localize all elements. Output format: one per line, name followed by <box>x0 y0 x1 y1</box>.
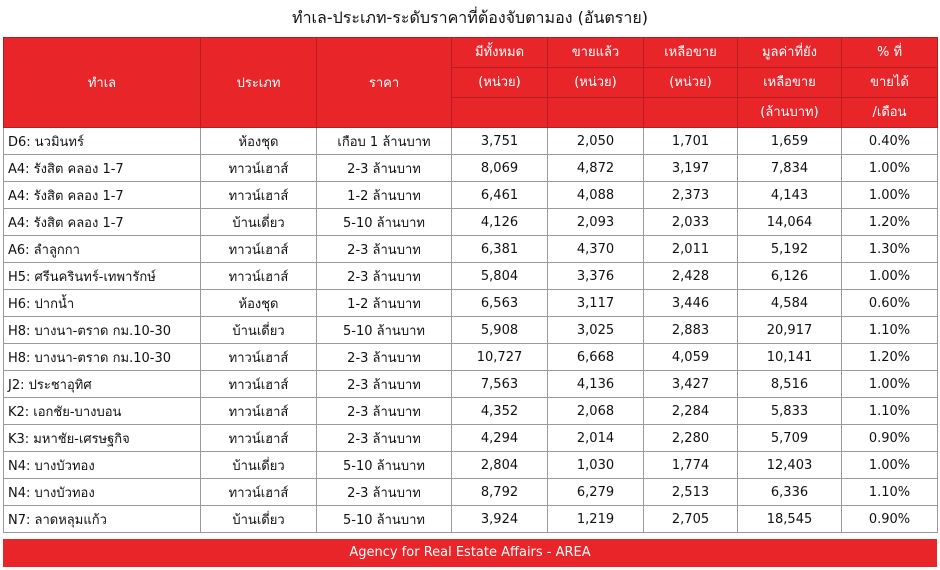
cell-remaining: 2,428 <box>644 263 738 290</box>
header-remaining-line: เหลือขาย <box>644 38 737 68</box>
cell-remaining: 2,705 <box>644 506 738 533</box>
header-area: ทำเล <box>4 38 201 128</box>
cell-total: 10,727 <box>452 344 548 371</box>
cell-price: เกือบ 1 ล้านบาท <box>317 128 452 155</box>
cell-sold: 4,370 <box>548 236 644 263</box>
header-value <box>738 38 842 128</box>
table-row <box>4 479 938 506</box>
cell-area: A4: รังสิต คลอง 1-7 <box>4 209 201 236</box>
cell-price: 2-3 ล้านบาท <box>317 398 452 425</box>
cell-remaining: 3,197 <box>644 155 738 182</box>
cell-area: A4: รังสิต คลอง 1-7 <box>4 182 201 209</box>
cell-remaining: 2,513 <box>644 479 738 506</box>
table-row <box>4 290 938 317</box>
header-rate-line1: % ที่ <box>842 38 937 68</box>
cell-type: บ้านเดี่ยว <box>201 209 317 236</box>
cell-value: 4,143 <box>738 182 842 209</box>
cell-price: 1-2 ล้านบาท <box>317 290 452 317</box>
header-remaining <box>644 38 738 128</box>
cell-rate: 1.10% <box>842 479 938 506</box>
table-row <box>4 209 938 236</box>
cell-value: 5,833 <box>738 398 842 425</box>
cell-rate: 1.20% <box>842 209 938 236</box>
cell-rate: 1.10% <box>842 317 938 344</box>
cell-sold: 2,068 <box>548 398 644 425</box>
cell-value: 12,403 <box>738 452 842 479</box>
header-value-unit: (ล้านบาท) <box>760 105 819 120</box>
cell-price: 2-3 ล้านบาท <box>317 425 452 452</box>
cell-value: 10,141 <box>738 344 842 371</box>
cell-type: ห้องชุด <box>201 290 317 317</box>
cell-value: 6,126 <box>738 263 842 290</box>
header-sold <box>548 38 644 128</box>
cell-sold: 3,025 <box>548 317 644 344</box>
cell-value: 4,584 <box>738 290 842 317</box>
footer-banner: Agency for Real Estate Affairs - AREA <box>3 539 937 567</box>
table-row <box>4 398 938 425</box>
cell-type: ทาวน์เฮาส์ <box>201 236 317 263</box>
table-row <box>4 182 938 209</box>
cell-price: 2-3 ล้านบาท <box>317 479 452 506</box>
header-rate-line2: ขายได้ <box>842 68 937 98</box>
table-row <box>4 425 938 452</box>
cell-rate: 1.00% <box>842 371 938 398</box>
cell-remaining: 2,373 <box>644 182 738 209</box>
cell-sold: 4,088 <box>548 182 644 209</box>
cell-total: 7,563 <box>452 371 548 398</box>
header-type: ประเภท <box>201 38 317 128</box>
table-row <box>4 452 938 479</box>
cell-type: บ้านเดี่ยว <box>201 506 317 533</box>
cell-area: D6: นวมินทร์ <box>4 128 201 155</box>
cell-value: 5,192 <box>738 236 842 263</box>
header-rate <box>842 38 938 128</box>
cell-rate: 1.30% <box>842 236 938 263</box>
cell-sold: 2,014 <box>548 425 644 452</box>
cell-value: 18,545 <box>738 506 842 533</box>
cell-remaining: 2,284 <box>644 398 738 425</box>
cell-total: 8,792 <box>452 479 548 506</box>
cell-type: บ้านเดี่ยว <box>201 317 317 344</box>
cell-area: A4: รังสิต คลอง 1-7 <box>4 155 201 182</box>
cell-rate: 0.90% <box>842 506 938 533</box>
cell-price: 2-3 ล้านบาท <box>317 371 452 398</box>
cell-value: 5,709 <box>738 425 842 452</box>
cell-sold: 4,872 <box>548 155 644 182</box>
header-price: ราคา <box>317 38 452 128</box>
cell-price: 2-3 ล้านบาท <box>317 263 452 290</box>
header-value-line2: เหลือขาย <box>738 68 841 98</box>
cell-area: K3: มหาชัย-เศรษฐกิจ <box>4 425 201 452</box>
cell-sold: 2,050 <box>548 128 644 155</box>
cell-area: H8: บางนา-ตราด กม.10-30 <box>4 317 201 344</box>
cell-price: 5-10 ล้านบาท <box>317 317 452 344</box>
cell-rate: 1.00% <box>842 182 938 209</box>
cell-total: 3,924 <box>452 506 548 533</box>
data-table <box>3 37 938 533</box>
header-rate-line3: /เดือน <box>872 105 907 120</box>
cell-total: 4,352 <box>452 398 548 425</box>
cell-type: ทาวน์เฮาส์ <box>201 398 317 425</box>
cell-sold: 4,136 <box>548 371 644 398</box>
cell-value: 8,516 <box>738 371 842 398</box>
cell-total: 6,461 <box>452 182 548 209</box>
table-header <box>4 38 938 128</box>
cell-area: K2: เอกชัย-บางบอน <box>4 398 201 425</box>
header-total-blank <box>452 98 547 127</box>
cell-rate: 0.60% <box>842 290 938 317</box>
cell-sold: 1,030 <box>548 452 644 479</box>
cell-remaining: 1,701 <box>644 128 738 155</box>
cell-remaining: 2,033 <box>644 209 738 236</box>
cell-area: N4: บางบัวทอง <box>4 479 201 506</box>
cell-total: 4,294 <box>452 425 548 452</box>
cell-total: 6,381 <box>452 236 548 263</box>
cell-sold: 2,093 <box>548 209 644 236</box>
cell-total: 2,804 <box>452 452 548 479</box>
header-remaining-blank <box>644 98 737 127</box>
header-total-unit: (หน่วย) <box>452 68 547 98</box>
cell-area: N4: บางบัวทอง <box>4 452 201 479</box>
cell-type: ทาวน์เฮาส์ <box>201 344 317 371</box>
cell-type: ทาวน์เฮาส์ <box>201 155 317 182</box>
header-sold-unit: (หน่วย) <box>548 68 643 98</box>
cell-remaining: 4,059 <box>644 344 738 371</box>
cell-remaining: 2,011 <box>644 236 738 263</box>
cell-type: ทาวน์เฮาส์ <box>201 371 317 398</box>
cell-type: ทาวน์เฮาส์ <box>201 479 317 506</box>
cell-rate: 0.90% <box>842 425 938 452</box>
cell-area: N7: ลาดหลุมแก้ว <box>4 506 201 533</box>
cell-price: 2-3 ล้านบาท <box>317 236 452 263</box>
cell-total: 5,908 <box>452 317 548 344</box>
cell-value: 20,917 <box>738 317 842 344</box>
cell-value: 14,064 <box>738 209 842 236</box>
table-row <box>4 236 938 263</box>
table-row <box>4 128 938 155</box>
cell-total: 8,069 <box>452 155 548 182</box>
cell-total: 6,563 <box>452 290 548 317</box>
table-body <box>4 128 938 533</box>
cell-total: 3,751 <box>452 128 548 155</box>
cell-area: H8: บางนา-ตราด กม.10-30 <box>4 344 201 371</box>
table-row <box>4 317 938 344</box>
header-sold-line: ขายแล้ว <box>548 38 643 68</box>
cell-price: 5-10 ล้านบาท <box>317 209 452 236</box>
cell-total: 4,126 <box>452 209 548 236</box>
cell-remaining: 3,446 <box>644 290 738 317</box>
table-row <box>4 263 938 290</box>
cell-sold: 1,219 <box>548 506 644 533</box>
cell-remaining: 1,774 <box>644 452 738 479</box>
cell-sold: 3,376 <box>548 263 644 290</box>
cell-rate: 1.00% <box>842 155 938 182</box>
header-sold-blank <box>548 98 643 127</box>
cell-area: A6: ลำลูกกา <box>4 236 201 263</box>
cell-rate: 1.10% <box>842 398 938 425</box>
cell-remaining: 2,883 <box>644 317 738 344</box>
cell-sold: 3,117 <box>548 290 644 317</box>
header-total-line: มีทั้งหมด <box>452 38 547 68</box>
page-title: ทำเล-ประเภท-ระดับราคาที่ต้องจับตามอง (อันตราย) <box>292 8 648 27</box>
cell-price: 5-10 ล้านบาท <box>317 506 452 533</box>
cell-rate: 1.20% <box>842 344 938 371</box>
cell-type: ทาวน์เฮาส์ <box>201 182 317 209</box>
table-row <box>4 344 938 371</box>
cell-sold: 6,279 <box>548 479 644 506</box>
cell-total: 5,804 <box>452 263 548 290</box>
cell-value: 6,336 <box>738 479 842 506</box>
cell-type: ห้องชุด <box>201 128 317 155</box>
cell-price: 1-2 ล้านบาท <box>317 182 452 209</box>
table-row <box>4 506 938 533</box>
cell-remaining: 2,280 <box>644 425 738 452</box>
cell-price: 2-3 ล้านบาท <box>317 344 452 371</box>
cell-area: H6: ปากน้ำ <box>4 290 201 317</box>
header-remaining-unit: (หน่วย) <box>644 68 737 98</box>
cell-type: ทาวน์เฮาส์ <box>201 425 317 452</box>
header-value-line1: มูลค่าที่ยัง <box>738 38 841 68</box>
cell-rate: 1.00% <box>842 263 938 290</box>
cell-rate: 0.40% <box>842 128 938 155</box>
cell-type: ทาวน์เฮาส์ <box>201 263 317 290</box>
cell-area: H5: ศรีนครินทร์-เทพารักษ์ <box>4 263 201 290</box>
cell-type: บ้านเดี่ยว <box>201 452 317 479</box>
cell-sold: 6,668 <box>548 344 644 371</box>
cell-value: 1,659 <box>738 128 842 155</box>
cell-value: 7,834 <box>738 155 842 182</box>
cell-rate: 1.00% <box>842 452 938 479</box>
cell-remaining: 3,427 <box>644 371 738 398</box>
cell-area: J2: ประชาอุทิศ <box>4 371 201 398</box>
table-row <box>4 155 938 182</box>
cell-price: 2-3 ล้านบาท <box>317 155 452 182</box>
table-row <box>4 371 938 398</box>
cell-price: 5-10 ล้านบาท <box>317 452 452 479</box>
header-total <box>452 38 548 128</box>
